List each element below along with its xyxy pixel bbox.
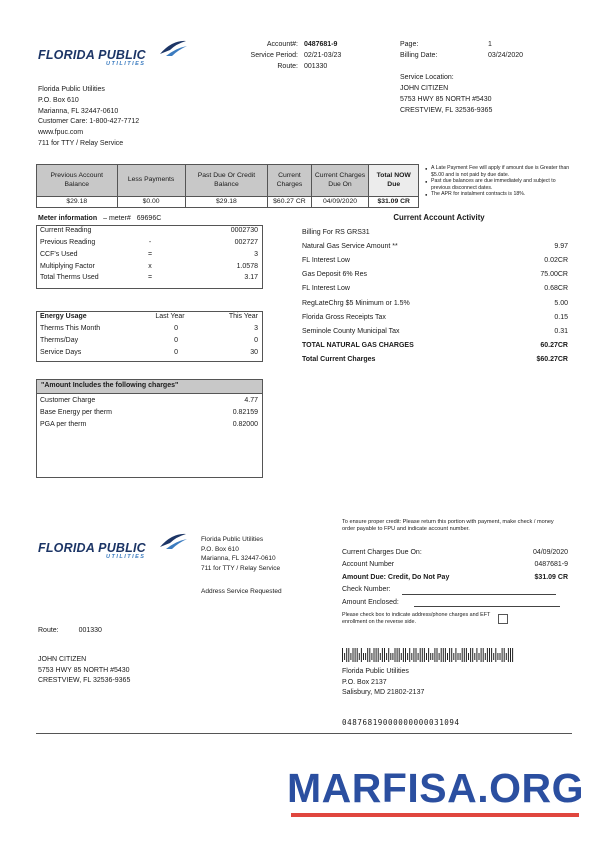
stub-logo [38,533,188,565]
logo-subtext: UTILITIES [106,61,146,67]
remit-line: Florida Public Utilities [342,668,409,675]
logo-text: FLORIDA PUBLIC [38,541,146,555]
watermark-underline [291,813,579,817]
activity-row [302,226,568,240]
stub-route [38,627,102,636]
amount-due-label: Amount Due: Credit, Do Not Pay [342,573,450,581]
usage-row: Therms/Day 0 0 [40,336,258,344]
meter-row: CCF's Used = 3 [40,250,258,258]
account-number-label: Account Number [342,561,395,569]
summary-header: Current Charges [268,165,311,197]
activity-value: 0.31 [554,328,568,336]
past-due-balance: $29.18 [185,197,268,208]
activity-label: Gas Deposit 6% Res [302,271,367,279]
stub-instructions: To ensure proper credit: Please return this portion with payment, make check / money order payable to FPU and indicate account number. [342,519,554,533]
logo-text: FLORIDA PUBLIC [38,48,146,62]
remit-line: Salisbury, MD 21802-2137 [342,689,425,696]
due-on-date: 04/09/2020 [532,548,568,556]
usage-row: Service Days 0 30 [40,348,258,356]
activity-value: 75.00CR [540,271,568,279]
usage-row: Therms This Month 0 3 [40,325,258,333]
meter-row: Current Reading 0002730 [40,227,258,235]
energy-usage-box [36,311,263,362]
company-line: Florida Public Utilities [38,86,105,93]
company-line: Customer Care: 1-800-427-7712 [38,118,140,126]
customer-line: CRESTVIEW, FL 32536-9365 [38,677,131,684]
account-label: Account#: [266,41,298,48]
company-logo [38,40,188,72]
address-change-checkbox[interactable] [498,614,508,624]
usage-col-last: Last Year [155,313,185,321]
activity-value: 5.00 [554,299,568,307]
service-location-line: CRESTVIEW, FL 32536-9365 [400,107,493,114]
activity-label: Seminole County Municipal Tax [302,328,400,336]
activity-value: 9.97 [554,242,568,250]
activity-row [302,325,568,339]
summary-values-row [37,197,419,208]
included-charges-box [36,379,263,478]
service-period: 02/21-03/23 [303,52,342,59]
note-item: ● A Late Payment Fee will apply if amount due is Greater than $5.00 and is not paid by due date. [425,165,573,178]
summary-header: Previous Account Balance [37,165,118,197]
included-charge-row: PGA per therm 0.82000 [40,420,258,428]
meter-number: 69696C [136,214,162,222]
current-charges: $60.27 CR [268,197,311,208]
note-item: ● Past due balances are due immediately and subject to previous disconnect dates. [425,178,573,191]
meter-row: Previous Reading - 002727 [40,239,258,247]
amount-enclosed-field[interactable] [414,599,560,607]
meter-label: – meter# [103,214,131,222]
billing-date-label: Billing Date: [400,52,438,59]
included-charge-row: Base Energy per therm 0.82159 [40,408,258,416]
activity-row [302,254,568,268]
activity-row [302,297,568,311]
billing-date: 03/24/2020 [488,52,524,59]
activity-value: 0.68CR [544,285,568,293]
stub-route-number: 001330 [78,627,102,634]
service-location-label: Service Location: [400,74,454,81]
stub-company-line: 711 for TTY / Relay Service [201,564,281,572]
page-info-block [400,39,560,61]
activity-label: Billing For RS GRS31 [302,228,370,236]
company-website[interactable]: www.fpuc.com [38,129,84,137]
activity-title: Current Account Activity [393,213,485,222]
total-now-due: $31.09 CR [369,197,419,208]
activity-row [302,311,568,325]
stub-account-number: 0487681-9 [534,561,568,569]
stub-route-label: Route: [38,627,59,634]
activity-value: 60.27CR [540,342,568,350]
route-number: 001330 [303,63,328,70]
remit-address [342,667,424,699]
customer-line: 5753 HWY 85 NORTH #5430 [38,666,130,674]
charges-due-on: 04/09/2020 [311,197,369,208]
service-location-line: JOHN CITIZEN [400,85,449,92]
activity-row [302,240,568,254]
account-summary-table [36,164,419,208]
company-line: 711 for TTY / Relay Service [38,139,124,147]
previous-balance: $29.18 [37,197,118,208]
included-charges-title: "Amount Includes the following charges" [37,380,262,394]
page-number: 1 [488,41,492,48]
usage-title: Energy Usage [40,313,87,321]
activity-row [302,283,568,297]
remit-line: P.O. Box 2137 [342,678,387,686]
activity-label: Natural Gas Service Amount ** [302,242,398,250]
logo-subtext: UTILITIES [106,554,146,560]
route-label: Route: [277,63,298,70]
note-item: ● The APR for instalment contracts is 18%. [425,191,573,198]
less-payments: $0.00 [117,197,185,208]
service-location [400,72,492,116]
stub-customer-address [38,655,130,687]
due-on-label: Current Charges Due On: [342,548,422,556]
activity-label: Florida Gross Receipts Tax [302,313,386,321]
activity-value: 0.15 [554,313,568,321]
address-service-requested: Address Service Requested [201,588,282,595]
activity-label: RegLateChrg $5 Minimum or 1.5% [302,299,410,307]
summary-header: Total NOW Due [369,165,419,197]
stub-company-line: P.O. Box 610 [201,545,239,553]
summary-header: Current Charges Due On [311,165,369,197]
activity-label: TOTAL NATURAL GAS CHARGES [302,342,414,350]
check-number-field[interactable] [402,587,556,595]
logo-swoosh-icon [158,38,188,58]
usage-col-this: This Year [228,313,258,321]
meter-row: Multiplying Factor x 1.0578 [40,262,258,270]
company-line: P.O. Box 610 [38,96,79,104]
activity-rows [302,226,568,368]
activity-value: $60.27CR [536,356,568,364]
service-location-line: 5753 HWY 85 NORTH #5430 [400,96,492,103]
checkbox-note: Please check box to indicate address/phone charges and EFT enrollment on the reverse side. [342,612,491,626]
stub-bottom-rule [36,733,572,734]
stub-company-address [201,535,280,573]
account-number: 0487681-9 [303,41,338,48]
scanline: 04876819000000000031094 [342,718,460,727]
meter-info-box [36,213,263,289]
company-line: Marianna, FL 32447-0610 [38,107,119,115]
activity-value: 0.02CR [544,257,568,265]
check-number-label: Check Number: [342,586,391,594]
activity-label: FL Interest Low [302,285,350,293]
customer-line: JOHN CITIZEN [38,656,87,663]
account-activity [302,213,568,368]
summary-notes [425,165,573,198]
included-charge-row: Customer Charge 4.77 [40,397,258,405]
summary-header: Less Payments [117,165,185,197]
summary-header: Past Due Or Credit Balance [185,165,268,197]
activity-label: Total Current Charges [302,356,376,364]
activity-label: FL Interest Low [302,257,350,265]
meter-title: Meter information [38,214,98,222]
meter-row: Total Therms Used = 3.17 [40,274,258,282]
activity-row [302,340,568,354]
activity-row [302,269,568,283]
postal-barcode [342,648,522,662]
account-info-block [220,39,341,72]
service-period-label: Service Period: [250,52,298,59]
watermark-text: MARFISA.ORG [287,765,585,811]
activity-row [302,354,568,368]
stub-payment-details [342,547,568,610]
stub-company-line: Marianna, FL 32447-0610 [201,555,276,562]
page-label: Page: [400,41,419,48]
amount-enclosed-label: Amount Enclosed: [342,598,399,606]
stub-company-line: Florida Public Utilities [201,536,264,543]
logo-swoosh-icon [158,531,188,551]
company-address [38,85,139,150]
amount-due-value: $31.09 CR [534,573,568,581]
summary-header-row [37,165,419,197]
